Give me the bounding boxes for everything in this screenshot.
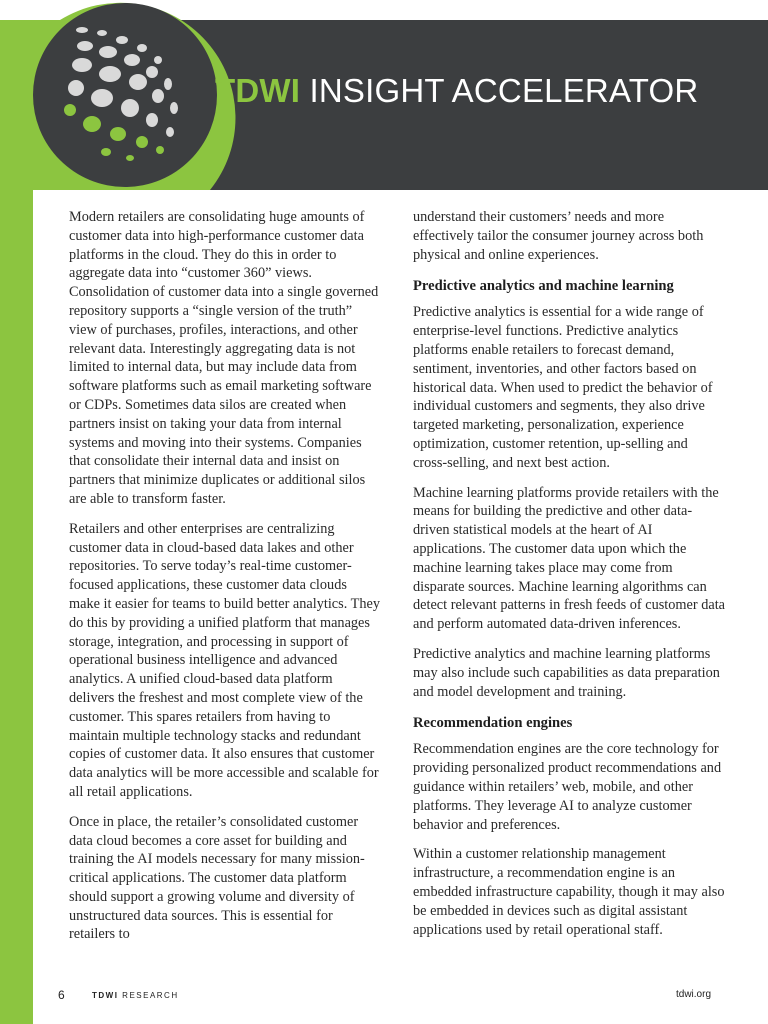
left-paragraph-2: Retailers and other enterprises are centralizing customer data in cloud-based data lakes and other repositories. To serve today’s real-time customer-focused applications, these customer data clouds make it easier for teams to build better analytics. They do this by providing a unified platform that manages storage, integration, and processing in support of operational business intelligence and advanced analytics. A unified cloud-based data platform delivers the freshest and most complete view of the customer. This spares retailers from having to maintain multiple technology stacks and redundant copies of customer data. It also ensures that customer data analytics will be more accessible and scalable for all retail applications. [69, 520, 380, 800]
right-paragraph-6: Within a customer relationship management infrastructure, a recommendation engine is an embedded infrastructure capability, though it may also be embedded in devices such as digital assistant applications used by retail operational staff. [413, 846, 725, 938]
left-paragraph-1: Modern retailers are consolidating huge amounts of customer data into high-performance customer data platforms in the cloud. They do this in order to aggregate data into “customer 360” views. Consolidation of customer data into a single governed repository supports a “single version of the truth” view of purchases, profiles, interactions, and other relevant data. Interestingly aggregating data is not limited to internal data, but may include data from software platforms such as email marketing software or CDPs. Sometimes data silos are created when partners insist on taking your data from internal systems and moving into their systems. Companies that consolidate their internal data and insist on partners that minimize duplicates or additional silos are able to transform faster. [69, 209, 379, 507]
page-footer [0, 988, 768, 1008]
right-paragraph-3: Machine learning platforms provide retailers with the means for building the predictive and other data-driven statistical models at the heart of AI applications. The customer data upon which the machine learning takes place may come from disparate sources. Machine learning algorithms can detect relevant patterns in fresh feeds of customer data and perform automated data-driven inferences. [413, 484, 726, 633]
right-paragraph-4: Predictive analytics and machine learning platforms may also include such capabilities as data preparation and model development and training. [413, 645, 720, 700]
banner-title-text: INSIGHT ACCELERATOR [309, 72, 699, 109]
right-column [413, 208, 725, 950]
right-paragraph-1: understand their customers’ needs and more effectively tailor the consumer journey across both physical and online experiences. [413, 209, 704, 263]
left-column [69, 208, 381, 955]
page-number: 6 [58, 988, 65, 1002]
footer-logo [92, 991, 179, 1000]
section-heading-recommendation: Recommendation engines [413, 715, 573, 732]
footer-url[interactable]: tdwi.org [676, 989, 712, 1000]
left-paragraph-3: Once in place, the retailer’s consolidated customer data cloud becomes a core asset for building and training the AI models necessary for many mission-critical applications. The customer data platform should support a growing volume and diversity of unstructured data sources. This is essential for retailers to [69, 813, 365, 943]
footer-logo-rest: RESEARCH [118, 991, 179, 1000]
banner-brand: TDWI [215, 72, 301, 109]
banner-title [215, 74, 698, 107]
section-heading-predictive: Predictive analytics and machine learning [413, 278, 674, 295]
right-paragraph-5: Recommendation engines are the core technology for providing personalized product recommendations and guidance within retailers’ web, mobile, and other platforms. They leverage AI to analyze customer behavior and preferences. [413, 741, 722, 833]
right-paragraph-2: Predictive analytics is essential for a wide range of enterprise-level functions. Predictive analytics platforms enable retailers to forecast demand, sentiment, inventories, and other factors based on historical data. When used to predict the behavior of individual customers and segments, they also drive targeted marketing, personalization, experience optimization, customer retention, up-selling and cross-selling, and next best action. [413, 304, 713, 471]
footer-logo-bold: TDWI [92, 991, 119, 1000]
logo-circle [33, 3, 217, 187]
